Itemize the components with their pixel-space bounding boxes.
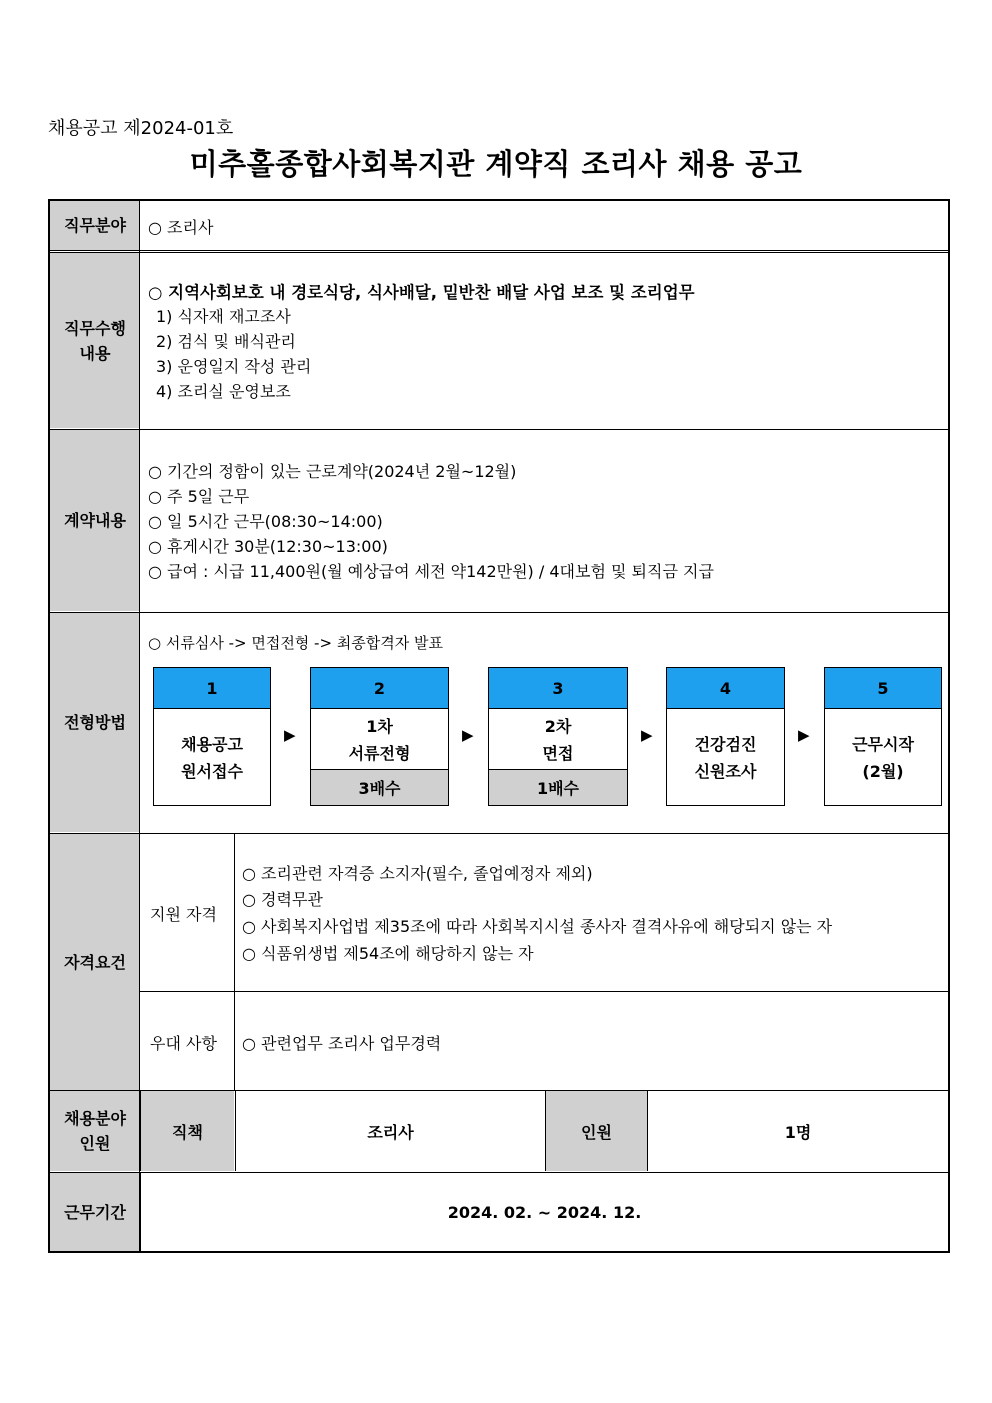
contract-item: ○ 주 5일 근무 [148, 487, 250, 506]
arrow-icon: ▶ [462, 726, 474, 744]
contract-item: ○ 휴게시간 30분(12:30~13:00) [148, 537, 388, 556]
selection-label: 전형방법 [50, 613, 140, 832]
step-number: 2 [311, 668, 448, 709]
duties-label: 직무수행 내용 [50, 253, 140, 428]
job-field-label: 직무분야 [50, 201, 140, 250]
step-number: 5 [825, 668, 941, 709]
step-3 [488, 667, 628, 806]
count-label: 인원 [545, 1091, 648, 1171]
duty-item: 2) 검식 및 배식관리 [156, 332, 296, 351]
sub-row-divider [140, 991, 948, 992]
position-label: 직책 [140, 1091, 234, 1171]
eligibility-item: ○ 사회복지사업법 제35조에 따라 사회복지시설 종사자 결격사유에 해당되지 않는 자 [242, 917, 833, 936]
contract-item: ○ 급여 : 시급 11,400원(월 예상급여 세전 약142만원) / 4대보험 및 퇴직금 지급 [148, 562, 714, 581]
duty-item: 1) 식자재 재고조사 [156, 307, 291, 326]
duty-item: 4) 조리실 운영보조 [156, 382, 291, 401]
preference-item: ○ 관련업무 조리사 업무경력 [242, 1034, 442, 1053]
position-value: 조리사 [235, 1091, 545, 1171]
count-value: 1명 [784, 1122, 812, 1142]
row-divider [50, 612, 948, 613]
step-text: 채용공고 원서접수 [181, 734, 243, 781]
arrow-icon: ▶ [798, 726, 810, 744]
period-label: 근무기간 [50, 1173, 140, 1251]
row-divider [50, 250, 948, 253]
recruitment-table [48, 199, 950, 1253]
contract-item: ○ 기간의 정함이 있는 근로계약(2024년 2월~12월) [148, 462, 517, 481]
headcount-label: 채용분야 인원 [50, 1091, 140, 1171]
row-divider [50, 429, 948, 430]
column-divider [234, 834, 235, 1090]
job-field-value: ○ 조리사 [148, 218, 214, 237]
step-text: 근무시작 (2월) [852, 734, 914, 781]
step-number: 4 [667, 668, 784, 709]
period-value: 2024. 02. ~ 2024. 12. [140, 1173, 948, 1251]
step-2 [310, 667, 449, 806]
eligibility-item: ○ 경력무관 [242, 890, 323, 909]
step-number: 1 [154, 668, 270, 709]
preference-label: 우대 사항 [150, 1034, 217, 1053]
eligibility-item: ○ 식품위생법 제54조에 해당하지 않는 자 [242, 944, 534, 963]
step-4 [666, 667, 785, 806]
eligibility-item: ○ 조리관련 자격증 소지자(필수, 졸업예정자 제외) [242, 864, 593, 883]
duty-item: 3) 운영일지 작성 관리 [156, 357, 312, 376]
step-ratio: 1배수 [489, 769, 627, 805]
arrow-icon: ▶ [284, 726, 296, 744]
selection-summary: ○ 서류심사 -> 면접전형 -> 최종합격자 발표 [148, 634, 444, 652]
step-text: 2차 면접 [542, 717, 574, 763]
step-5 [824, 667, 942, 806]
contract-label: 계약내용 [50, 430, 140, 611]
step-text: 건강검진 신원조사 [694, 734, 757, 781]
row-divider [50, 833, 948, 834]
duties-headline: ○ 지역사회보호 내 경로식당, 식사배달, 밑반찬 배달 사업 보조 및 조리업무 [148, 283, 695, 302]
step-number: 3 [489, 668, 627, 709]
contract-item: ○ 일 5시간 근무(08:30~14:00) [148, 512, 383, 531]
label-column-divider [139, 201, 140, 1251]
qualification-label: 자격요건 [50, 834, 140, 1090]
arrow-icon: ▶ [641, 726, 653, 744]
step-ratio: 3배수 [311, 769, 448, 805]
notice-number: 채용공고 제2024-01호 [48, 118, 234, 139]
page-title: 미추홀종합사회복지관 계약직 조리사 채용 공고 [189, 147, 803, 181]
step-text: 1차 서류전형 [348, 717, 411, 763]
eligibility-label: 지원 자격 [150, 905, 217, 924]
step-1 [153, 667, 271, 806]
